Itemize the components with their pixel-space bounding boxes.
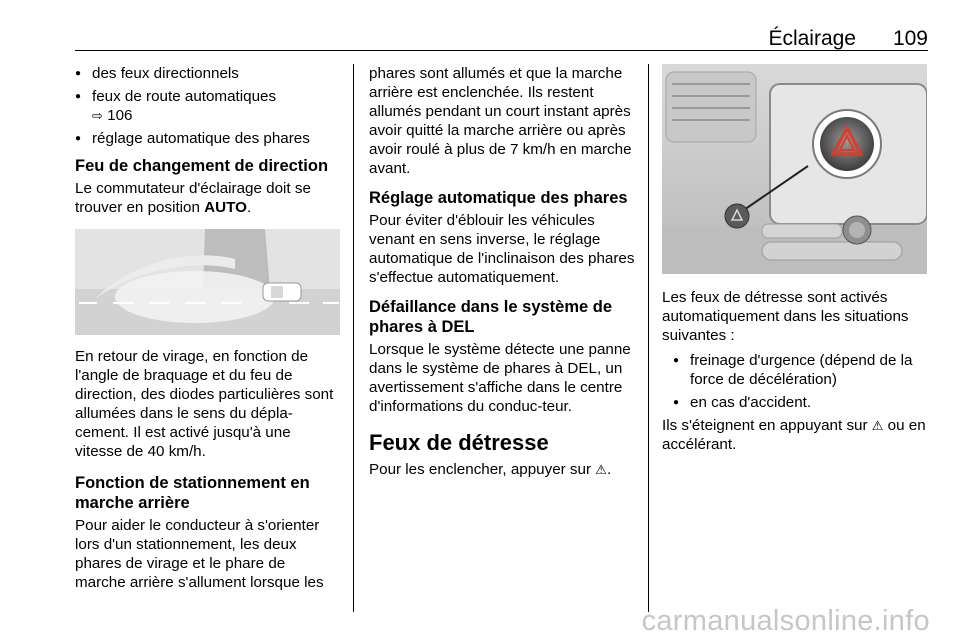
list-item: ● réglage automatique des phares <box>75 129 340 148</box>
section-title: Éclairage <box>768 27 856 50</box>
page-header <box>75 28 928 51</box>
paragraph: Ils s'éteignent en appuyant sur ⚠ ou en accélérant. <box>662 417 926 453</box>
hazard-triangle-icon: ⚠ <box>595 462 607 477</box>
list-item: ● des feux directionnels <box>75 64 340 83</box>
hazard-triangle-icon: ⚠ <box>871 418 884 433</box>
heading-auto-headlight-leveling: Réglage automatique des phares <box>369 189 628 207</box>
page-reference-link[interactable]: 106 <box>107 107 133 124</box>
paragraph: Pour aider le conducteur à s'orienter lors d'un stationnement, les deux phares de virage et le phare de marche arrière s'allument lorsque les <box>75 517 324 591</box>
heading-hazard-lights: Feux de détresse <box>369 430 549 455</box>
list-item: ● feux de route automatiques ⇨ 106 <box>75 87 340 125</box>
heading-led-failure: Défaillance dans le système de phares à DEL <box>369 298 613 336</box>
paragraph: phares sont allumés et que la marche arrière est enclenchée. Ils restent allumés pendant un court instant après avoir quitté la marche arrière ou après avoir roulé à plus de 7 km/h en marche avant. <box>369 65 632 177</box>
feature-list <box>75 64 340 148</box>
paragraph: Lorsque le système détecte une panne dans le système de phares à DEL, un avertissement s'affiche dans le centre d'informations du conduc-teur. <box>369 341 631 415</box>
column-3 <box>662 64 927 454</box>
paragraph: Pour les enclencher, appuyer sur ⚠. <box>369 461 612 478</box>
column-2 <box>369 64 635 479</box>
list-item: ● en cas d'accident. <box>673 393 927 412</box>
heading-reverse-parking: Fonction de stationnement en marche arrière <box>75 474 310 512</box>
column-divider <box>648 64 649 612</box>
hazard-button-photo <box>662 64 927 274</box>
list-item: ● freinage d'urgence (dépend de la force de décélération) <box>673 351 927 389</box>
site-watermark: carmanualsonline.info <box>641 605 930 637</box>
paragraph: Le commutateur d'éclairage doit se trouver en position AUTO. <box>75 180 311 216</box>
arrow-ref-icon: ⇨ <box>92 108 103 123</box>
column-1 <box>75 64 340 592</box>
heading-turn-signal-light: Feu de changement de direction <box>75 157 329 175</box>
paragraph: Pour éviter d'éblouir les véhicules venant en sens inverse, le réglage automatique de l'inclinaison des phares s'effectue automatiquement. <box>369 212 635 286</box>
paragraph: En retour de virage, en fonction de l'angle de braquage et du feu de direction, des diodes particulières sont allumées dans le sens du dépla-cement. Il est activé jusqu'à une vitesse de 40 km/h. <box>75 348 334 460</box>
page-number: 109 <box>892 27 928 50</box>
hazard-conditions-list <box>662 351 927 412</box>
column-divider <box>353 64 354 612</box>
cornering-light-illustration <box>75 229 340 335</box>
paragraph: Les feux de détresse sont activés automatiquement dans les situations suivantes : <box>662 289 909 344</box>
